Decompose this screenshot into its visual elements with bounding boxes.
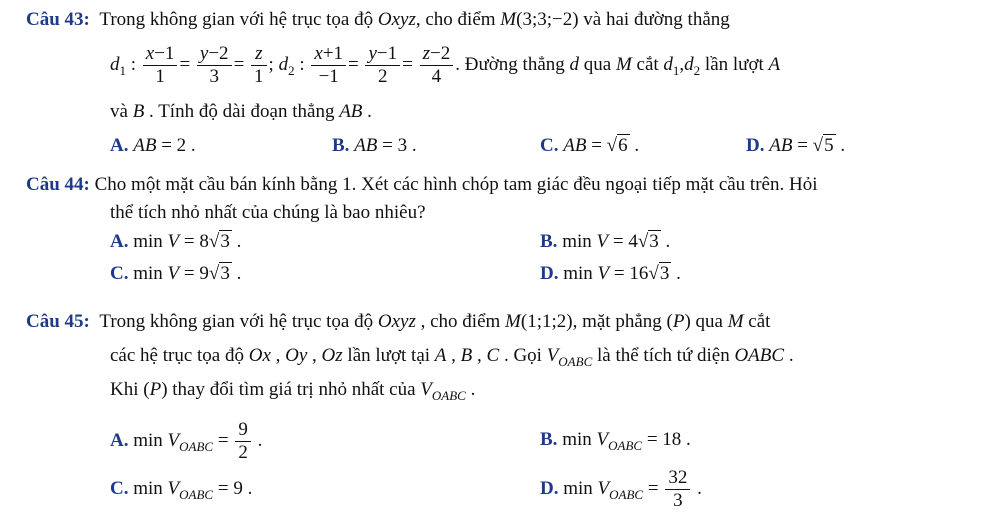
q45-text-1: Trong không gian với hệ trục tọa độ Oxyz , cho điểm M(1;1;2), mặt phẳng (P) qua M cắt [94, 311, 771, 332]
q45-label: Câu 45: [26, 311, 90, 332]
q44-option-d[interactable]: D. min V = 16√3 . [540, 263, 681, 284]
q44-option-a[interactable]: A. min V = 8√3 . [110, 231, 242, 252]
q43-label: Câu 43: [26, 9, 90, 30]
q44-option-b[interactable]: B. min V = 4√3 . [540, 231, 671, 252]
q44-option-c[interactable]: C. min V = 9√3 . [110, 263, 242, 284]
q45-option-b[interactable]: B. $\min V_{OABC} = 18$ . [540, 429, 691, 453]
q43-option-c[interactable]: C. AB = √6 . [540, 135, 640, 156]
q45-option-c[interactable]: C. $\min V_{OABC} = 9$ . [110, 478, 253, 502]
q43-line3: và B . Tính độ dài đoạn thẳng AB . [110, 101, 372, 122]
q45-line3: Khi (P) thay đổi tìm giá trị nhỏ nhất của $V_{OABC}$ . [110, 379, 476, 403]
q43-option-b[interactable]: B. AB = 3 . [332, 135, 417, 156]
q43-line1 [26, 8, 730, 32]
q45-option-a[interactable]: A. $\min V_{OABC}$ = $\frac{9}{2}$ . [110, 419, 263, 464]
q43-option-d[interactable]: D. AB = √5 . [746, 135, 846, 156]
q45-line2: các hệ trục tọa độ Ox , Oy , Oz lần lượt tại A , B , C . Gọi $V_{OABC}$ là thể tích tứ diện OABC . [110, 345, 794, 369]
q44-label: Câu 44: [26, 174, 90, 195]
q43-option-a[interactable]: A. AB = 2 . [110, 135, 196, 156]
q44-line1 [26, 173, 817, 197]
q43-line2: $d_1$ : $\frac{x-1}{1}$ = $\frac{y-2}{3}$ = $\frac{z}{1}$ ; $d_2$ : $\frac{x+1}{-1}$ = $\frac{y-1}{2}$ = $\frac{z-2}{4}$ . Đường thẳng d qua M cắt $d_1,d_2$ lần lượt A [110, 43, 781, 88]
q45-option-d[interactable]: D. $\min V_{OABC}$ = $\frac{32}{3}$ . [540, 467, 702, 512]
q43-text-1: Trong không gian với hệ trục tọa độ Oxyz, cho điểm M(3;3;−2) và hai đường thẳng [94, 9, 730, 30]
q44-text-1: Cho một mặt cầu bán kính bằng 1. Xét các hình chóp tam giác đều ngoại tiếp mặt cầu trên. Hỏi [94, 174, 818, 195]
q44-line2: thể tích nhỏ nhất của chúng là bao nhiêu? [110, 202, 426, 223]
q45-line1 [26, 310, 770, 334]
